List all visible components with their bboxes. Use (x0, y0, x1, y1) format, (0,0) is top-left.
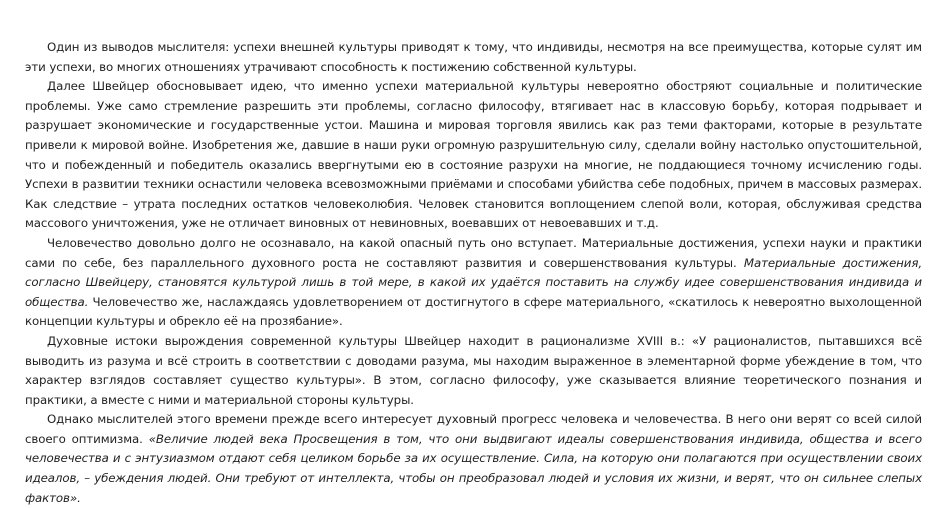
paragraph-3 (25, 234, 922, 332)
paragraph-text: Человечество довольно долго не осознавало, на какой опасный путь оно вступает. Материальные достижения, успехи науки и практики сами по себе, без параллельного духовного роста не составляют развития и совершенствования культуры. (25, 235, 922, 270)
paragraph-5 (25, 410, 922, 508)
italic-emphasis: Материальные достижения, согласно Швейцеру, становятся культурой лишь в той мере, в какой их удаётся поставить на службу идее совершенствования индивида и общества. (25, 255, 922, 309)
paragraph-text: Далее Швейцер обосновывает идею, что именно успехи материальной культуры невероятно обостряют социальные и политические проблемы. Уже само стремление разрешить эти проблемы, согласно философу, втягивает нас в классовую борьбу, которая подрывает и разрушает экономические и государственные устои. Машина и мировая торговля явились как раз теми факторами, которые в результате привели к мировой войне. Изобретения же, давшие в наши руки огромную разрушительную силу, сделали войну настолько опустошительной, что и побежденный и победитель оказались ввергнутыми ею в состояние разрухи на многие, не поддающиеся точному исчислению годы. Успехи в развитии техники оснастили человека всевозможными приёмами и способами убийства себе подобных, причем в массовых размерах. Как следствие – утрата последних остатков человеколюбия. Человек становится воплощением слепой воли, которая, обслуживая средства массового уничтожения, уже не отличает виновных от невиновных, воевавших от невоевавших и т.д. (25, 79, 922, 231)
paragraph-1 (25, 38, 922, 77)
paragraph-2 (25, 77, 922, 234)
paragraph-4 (25, 332, 922, 410)
paragraph-text: Человечество же, наслаждаясь удовлетворением от достигнутого в сфере материального, «скатилось к невероятно выхолощенной концепции культуры и обрекло её на прозябание». (25, 294, 922, 329)
document-page (25, 38, 922, 508)
paragraph-text: Один из выводов мыслителя: успехи внешней культуры приводят к тому, что индивиды, несмотря на все преимущества, которые сулят им эти успехи, во многих отношениях утрачивают способность к постижению собственной культуры. (25, 40, 922, 74)
italic-quotation: «Величие людей века Просвещения в том, что они выдвигают идеалы совершенствования индивида, общества и всего человечества и с энтузиазмом отдают себя целиком борьбе за их осуществление. Сила, на которую они полагаются при осуществлении своих идеалов, – убеждения людей. Они требуют от интеллекта, чтобы он преобразовал людей и условия их жизни, и верят, что он сильнее слепых фактов». (25, 431, 922, 505)
paragraph-text: Духовные истоки вырождения современной культуры Швейцер находит в рационализме XVIII в.: «У рационалистов, пытавшихся всё выводить из разума и всё строить в соответствии с доводами разума, мы находим выраженное в элементарной форме убеждение в том, что характер взглядов составляет существо культуры». В этом, согласно философу, уже сказывается влияние теоретического познания и практики, а вместе с ними и материальной стороны культуры. (25, 333, 922, 407)
paragraph-text: Однако мыслителей этого времени прежде всего интересует духовный прогресс человека и человечества. В него они верят со всей силой своего оптимизма. (25, 412, 922, 446)
